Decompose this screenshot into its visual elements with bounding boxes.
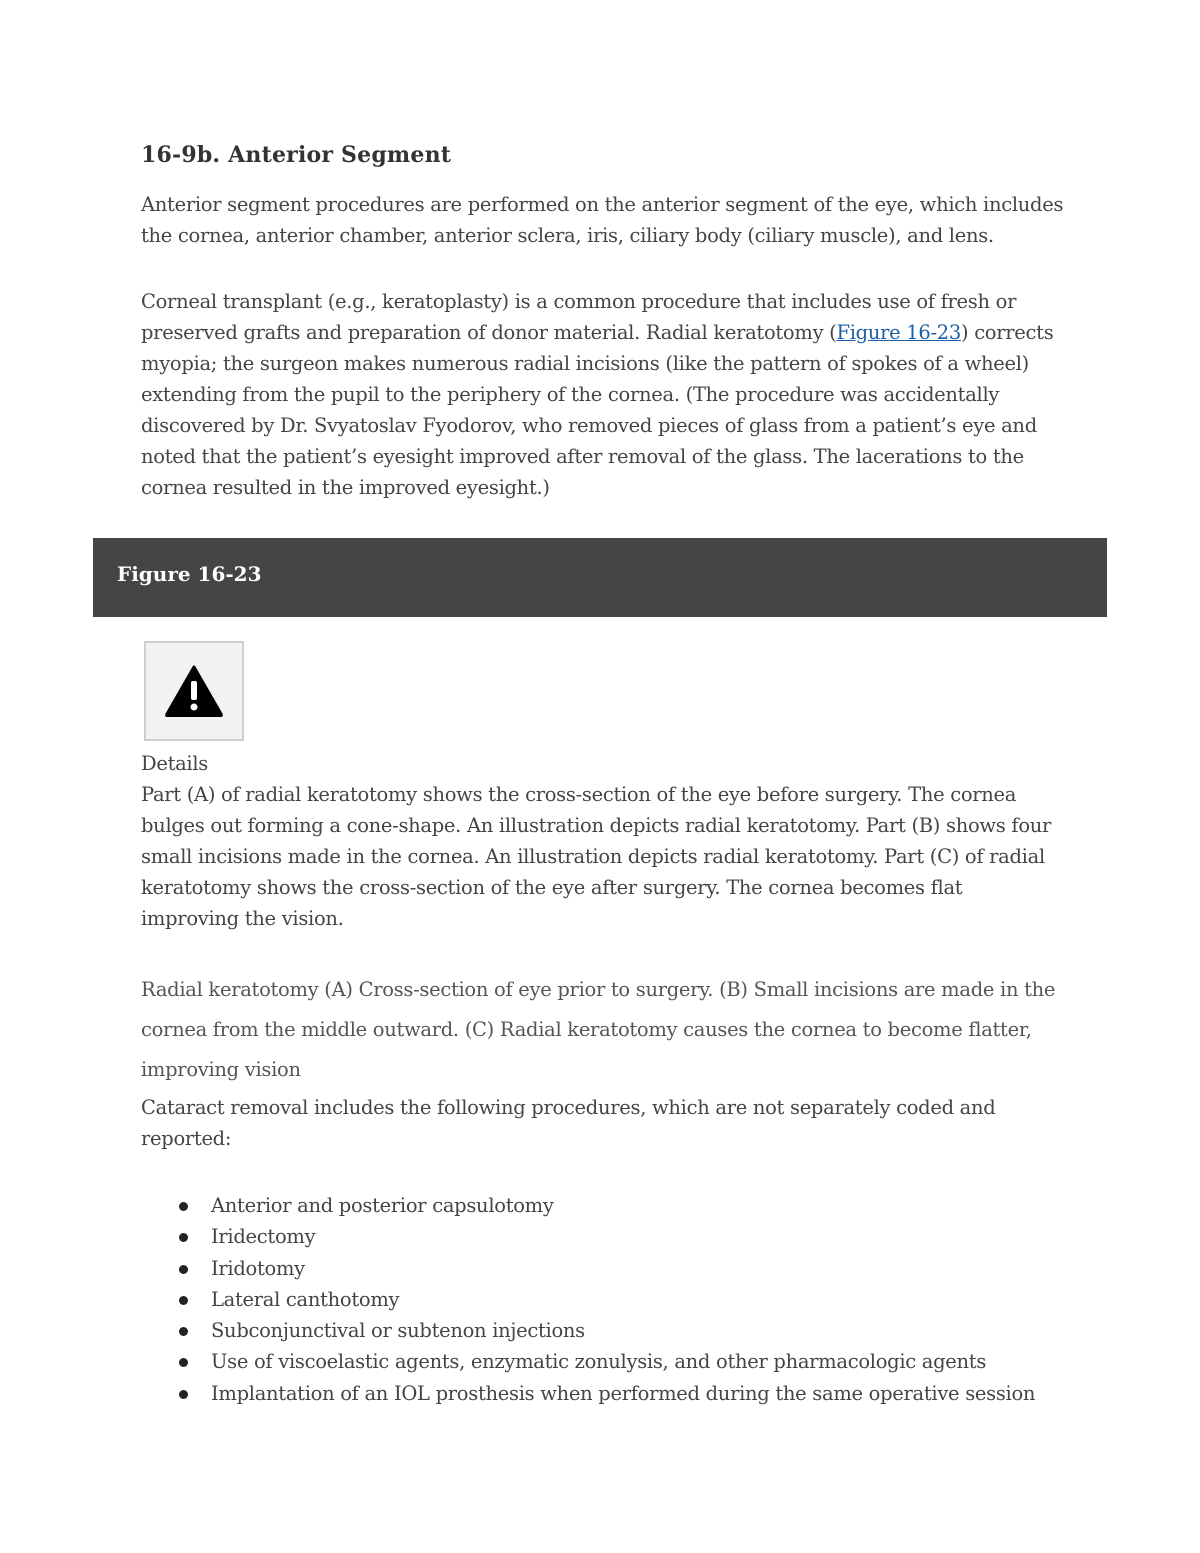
corneal-text-after-link: ) corrects myopia; the surgeon makes numerous radial incisions (like the pattern of spokes of a wheel) extending from the pupil to the periphery of the cornea. (The procedure was accidentally discovered by Dr. Svyatoslav Fyodorov, who removed pieces of glass from a patient’s eye and noted that the patient’s eyesight improved after removal of the glass. The lacerations to the cornea resulted in the improved eyesight.)	[141, 321, 1054, 499]
bullet-icon	[179, 1358, 188, 1367]
figure-caption: Radial keratotomy (A) Cross-section of eye prior to surgery. (B) Small incisions are made in the cornea from the middle outward. (C) Radial keratotomy causes the cornea to become flatter, improving vision	[141, 978, 1056, 1081]
bullet-icon	[179, 1233, 188, 1242]
cataract-procedure-list	[176, 1190, 1035, 1409]
figure-image-placeholder[interactable]	[144, 641, 244, 741]
intro-paragraph: Anterior segment procedures are performed on the anterior segment of the eye, which includes the cornea, anterior chamber, anterior sclera, iris, ciliary body (ciliary muscle), and lens.	[141, 193, 1064, 247]
cataract-intro: Cataract removal includes the following procedures, which are not separately coded and reported:	[141, 1096, 996, 1150]
corneal-paragraph	[141, 286, 1071, 503]
section-heading: 16-9b. Anterior Segment	[141, 142, 452, 168]
bullet-icon	[179, 1390, 188, 1399]
figure-label: Figure 16-23	[117, 562, 262, 586]
list-item: Use of viscoelastic agents, enzymatic zonulysis, and other pharmacologic agents	[176, 1346, 1035, 1377]
list-item: Lateral canthotomy	[176, 1284, 1035, 1315]
details-text: Part (A) of radial keratotomy shows the cross-section of the eye before surgery. The cornea bulges out forming a cone-shape. An illustration depicts radial keratotomy. Part (B) shows four small incisions made in the cornea. An illustration depicts radial keratotomy. Part (C) of radial keratotomy shows the cross-section of the eye after surgery. The cornea becomes flat improving the vision.	[141, 783, 1052, 930]
list-item: Anterior and posterior capsulotomy	[176, 1190, 1035, 1221]
list-item: Iridectomy	[176, 1221, 1035, 1252]
list-item: Implantation of an IOL prosthesis when performed during the same operative session	[176, 1378, 1035, 1409]
corneal-text-before-link: Corneal transplant (e.g., keratoplasty) is a common procedure that includes use of fresh or preserved grafts and preparation of donor material. Radial keratotomy (	[141, 290, 1017, 344]
details-label: Details	[141, 752, 209, 775]
bullet-icon	[179, 1202, 188, 1211]
figure-header-bar	[93, 538, 1107, 617]
list-item: Iridotomy	[176, 1253, 1035, 1284]
figure-link[interactable]: Figure 16-23	[836, 321, 961, 344]
bullet-icon	[179, 1296, 188, 1305]
list-item: Subconjunctival or subtenon injections	[176, 1315, 1035, 1346]
bullet-icon	[179, 1265, 188, 1274]
bullet-icon	[179, 1327, 188, 1336]
figure-details	[141, 748, 1061, 934]
warning-icon	[165, 665, 223, 717]
